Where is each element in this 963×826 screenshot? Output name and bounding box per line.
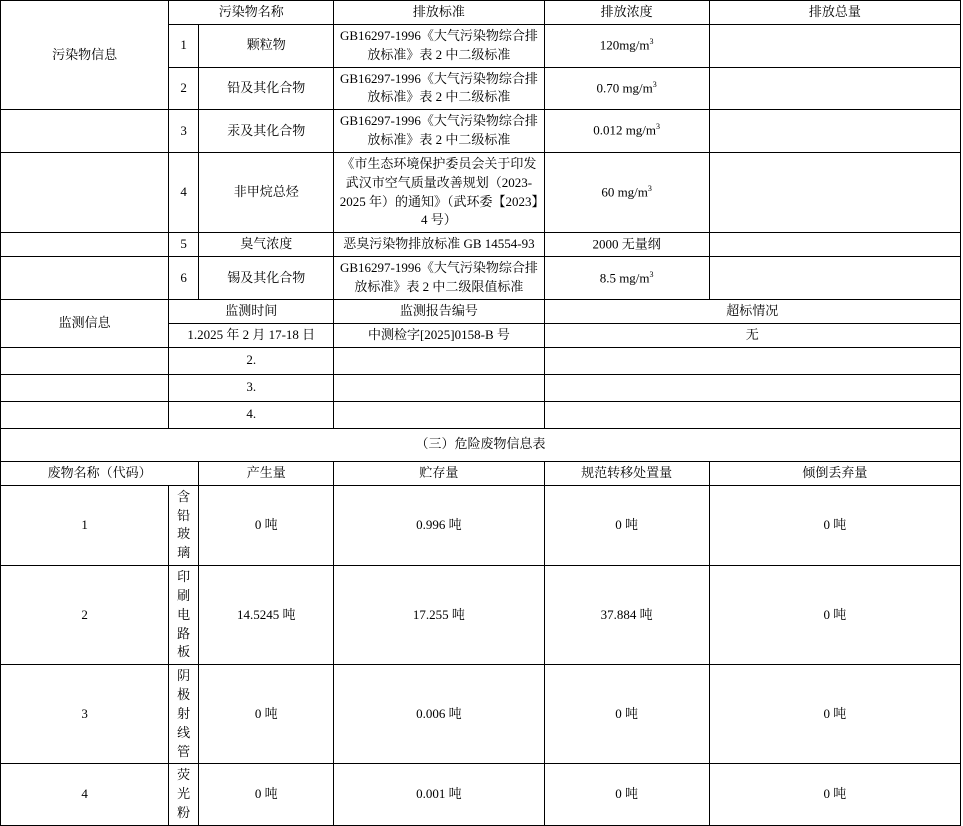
pollutant-section-label-spacer xyxy=(1,257,169,300)
table-row xyxy=(1,110,961,153)
monitoring-time: 3. xyxy=(169,374,334,401)
row-index: 1 xyxy=(1,485,169,565)
pollutant-name: 汞及其化合物 xyxy=(199,110,334,153)
pollutant-section-label-spacer xyxy=(1,233,169,257)
emission-standard: GB16297-1996《大气污染物综合排放标准》表 2 中二级标准 xyxy=(334,67,544,110)
table-row xyxy=(1,257,961,300)
stored-amount: 0.996 吨 xyxy=(334,485,544,565)
row-index: 5 xyxy=(169,233,199,257)
header-transferred: 规范转移处置量 xyxy=(544,461,709,485)
generated-amount: 0 吨 xyxy=(199,485,334,565)
generated-amount: 0 吨 xyxy=(199,665,334,764)
monitoring-time: 1.2025 年 2 月 17-18 日 xyxy=(169,323,334,347)
exceed-status xyxy=(544,374,960,401)
monitoring-time: 4. xyxy=(169,401,334,428)
generated-amount: 0 吨 xyxy=(199,764,334,826)
header-exceed-status: 超标情况 xyxy=(544,300,960,324)
emission-standard: GB16297-1996《大气污染物综合排放标准》表 2 中二级限值标准 xyxy=(334,257,544,300)
header-pollutant-name: 污染物名称 xyxy=(169,1,334,25)
header-stored: 贮存量 xyxy=(334,461,544,485)
header-monitoring-report-no: 监测报告编号 xyxy=(334,300,544,324)
table-header-row xyxy=(1,1,961,25)
emission-total xyxy=(709,257,960,300)
header-generated: 产生量 xyxy=(199,461,334,485)
row-index: 1 xyxy=(169,24,199,67)
dumped-amount: 0 吨 xyxy=(709,566,960,665)
dumped-amount: 0 吨 xyxy=(709,665,960,764)
emission-concentration: 0.012 $mg/m^3$ xyxy=(544,110,709,153)
monitoring-section-label-spacer xyxy=(1,374,169,401)
table-row xyxy=(1,665,961,764)
transferred-amount: 37.884 吨 xyxy=(544,566,709,665)
table-row xyxy=(1,233,961,257)
emission-total xyxy=(709,152,960,232)
emission-concentration: 2000 无量纲 xyxy=(544,233,709,257)
row-index: 4 xyxy=(169,152,199,232)
waste-name: 阴极射线管 xyxy=(169,665,199,764)
header-emission-total: 排放总量 xyxy=(709,1,960,25)
header-waste-name: 废物名称（代码） xyxy=(1,461,199,485)
monitoring-report-no xyxy=(334,374,544,401)
row-index: 3 xyxy=(1,665,169,764)
exceed-status xyxy=(544,347,960,374)
monitoring-report-no xyxy=(334,347,544,374)
monitoring-report-no: 中测检字[2025]0158-B 号 xyxy=(334,323,544,347)
waste-name: 含铅玻璃 xyxy=(169,485,199,565)
table-row xyxy=(1,764,961,826)
monitoring-row xyxy=(1,401,961,428)
pollutant-name: 颗粒物 xyxy=(199,24,334,67)
exceed-status xyxy=(544,401,960,428)
pollutant-section-label-spacer xyxy=(1,110,169,153)
header-emission-concentration: 排放浓度 xyxy=(544,1,709,25)
emission-standard: 《市生态环境保护委员会关于印发武汉市空气质量改善规划（2023-2025 年）的通知》（武环委【2023】4 号） xyxy=(334,152,544,232)
monitoring-row xyxy=(1,347,961,374)
row-index: 2 xyxy=(1,566,169,665)
dumped-amount: 0 吨 xyxy=(709,485,960,565)
header-emission-standard: 排放标准 xyxy=(334,1,544,25)
table-row xyxy=(1,566,961,665)
table-row xyxy=(1,152,961,232)
hazard-section-title-row xyxy=(1,428,961,461)
monitoring-section-label-spacer xyxy=(1,401,169,428)
pollutant-name: 非甲烷总烃 xyxy=(199,152,334,232)
pollutant-section-label: 污染物信息 xyxy=(1,1,169,110)
row-index: 3 xyxy=(169,110,199,153)
monitoring-time: 2. xyxy=(169,347,334,374)
pollutant-section-label-spacer xyxy=(1,152,169,232)
monitoring-report-no xyxy=(334,401,544,428)
monitoring-row xyxy=(1,374,961,401)
emission-standard: 恶臭污染物排放标准 GB 14554-93 xyxy=(334,233,544,257)
emission-concentration: 0.70 $mg/m^3$ xyxy=(544,67,709,110)
transferred-amount: 0 吨 xyxy=(544,665,709,764)
pollutant-name: 锡及其化合物 xyxy=(199,257,334,300)
stored-amount: 17.255 吨 xyxy=(334,566,544,665)
row-index: 2 xyxy=(169,67,199,110)
dumped-amount: 0 吨 xyxy=(709,764,960,826)
monitoring-section-label-spacer xyxy=(1,347,169,374)
transferred-amount: 0 吨 xyxy=(544,764,709,826)
stored-amount: 0.006 吨 xyxy=(334,665,544,764)
header-dumped: 倾倒丢弃量 xyxy=(709,461,960,485)
emission-concentration: 60 $mg/m^3$ xyxy=(544,152,709,232)
generated-amount: 14.5245 吨 xyxy=(199,566,334,665)
emission-total xyxy=(709,233,960,257)
exceed-status: 无 xyxy=(544,323,960,347)
emission-total xyxy=(709,110,960,153)
hazard-section-title: （三）危险废物信息表 xyxy=(1,428,961,461)
emission-concentration: 8.5 $mg/m^3$ xyxy=(544,257,709,300)
row-index: 4 xyxy=(1,764,169,826)
emission-concentration: $120mg/m^3$ xyxy=(544,24,709,67)
header-monitoring-time: 监测时间 xyxy=(169,300,334,324)
monitoring-header-row xyxy=(1,300,961,324)
waste-name: 印刷电路板 xyxy=(169,566,199,665)
transferred-amount: 0 吨 xyxy=(544,485,709,565)
pollutant-name: 铅及其化合物 xyxy=(199,67,334,110)
emission-standard: GB16297-1996《大气污染物综合排放标准》表 2 中二级标准 xyxy=(334,24,544,67)
pollutant-name: 臭气浓度 xyxy=(199,233,334,257)
row-index: 6 xyxy=(169,257,199,300)
waste-name: 荧光粉 xyxy=(169,764,199,826)
table-row xyxy=(1,485,961,565)
hazard-header-row xyxy=(1,461,961,485)
emission-total xyxy=(709,67,960,110)
stored-amount: 0.001 吨 xyxy=(334,764,544,826)
monitoring-section-label: 监测信息 xyxy=(1,300,169,348)
emission-standard: GB16297-1996《大气污染物综合排放标准》表 2 中二级标准 xyxy=(334,110,544,153)
emission-total xyxy=(709,24,960,67)
